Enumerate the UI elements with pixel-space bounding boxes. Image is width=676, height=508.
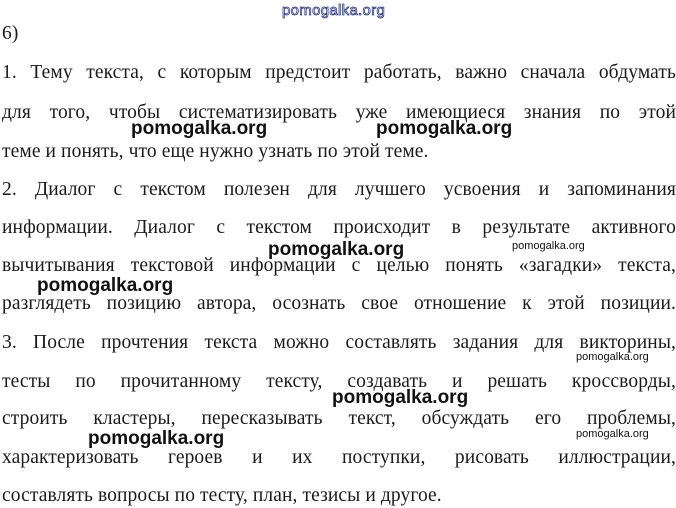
text-line: 3. После прочтения текста можно составлять задания для викторины, (2, 332, 676, 353)
watermark-top: pomogalka.org (282, 2, 386, 19)
text-line: тесты по прочитанному тексту, создавать и решать кроссворды, (2, 371, 676, 392)
text-line: составлять вопросы по тесту, план, тезисы и другое. (2, 485, 442, 506)
text-line: 2. Диалог с текстом полезен для лучшего усвоения и запоминания (2, 179, 676, 200)
text-line: характеризовать героев и их поступки, рисовать иллюстрации, (2, 447, 676, 468)
watermark: pomogalka.org (376, 118, 513, 139)
watermark: pomogalka.org (88, 428, 225, 449)
watermark-small: pomogalka.org (576, 428, 649, 440)
watermark: pomogalka.org (268, 239, 405, 260)
text-line: вычитывания текстовой информации с целью понять «загадки» текста, (2, 255, 676, 276)
watermark: pomogalka.org (332, 387, 469, 408)
watermark: pomogalka.org (131, 118, 268, 139)
text-line: 1. Тему текста, с которым предстоит работать, важно сначала обдумать (2, 62, 676, 83)
answer-label: 6) (2, 23, 19, 44)
watermark: pomogalka.org (37, 275, 174, 296)
text-line: разглядеть позицию автора, осознать свое отношение к этой позиции. (2, 293, 676, 314)
watermark-small: pomogalka.org (576, 351, 649, 363)
text-line: для того, чтобы систематизировать уже имеющиеся знания по этой (2, 102, 676, 123)
watermark-small: pomogalka.org (512, 240, 585, 252)
text-line: информации. Диалог с текстом происходит в результате активного (2, 217, 676, 238)
text-line: теме и понять, что еще нужно узнать по этой теме. (2, 141, 429, 162)
text-line: строить кластеры, пересказывать текст, обсуждать его проблемы, (2, 408, 676, 429)
